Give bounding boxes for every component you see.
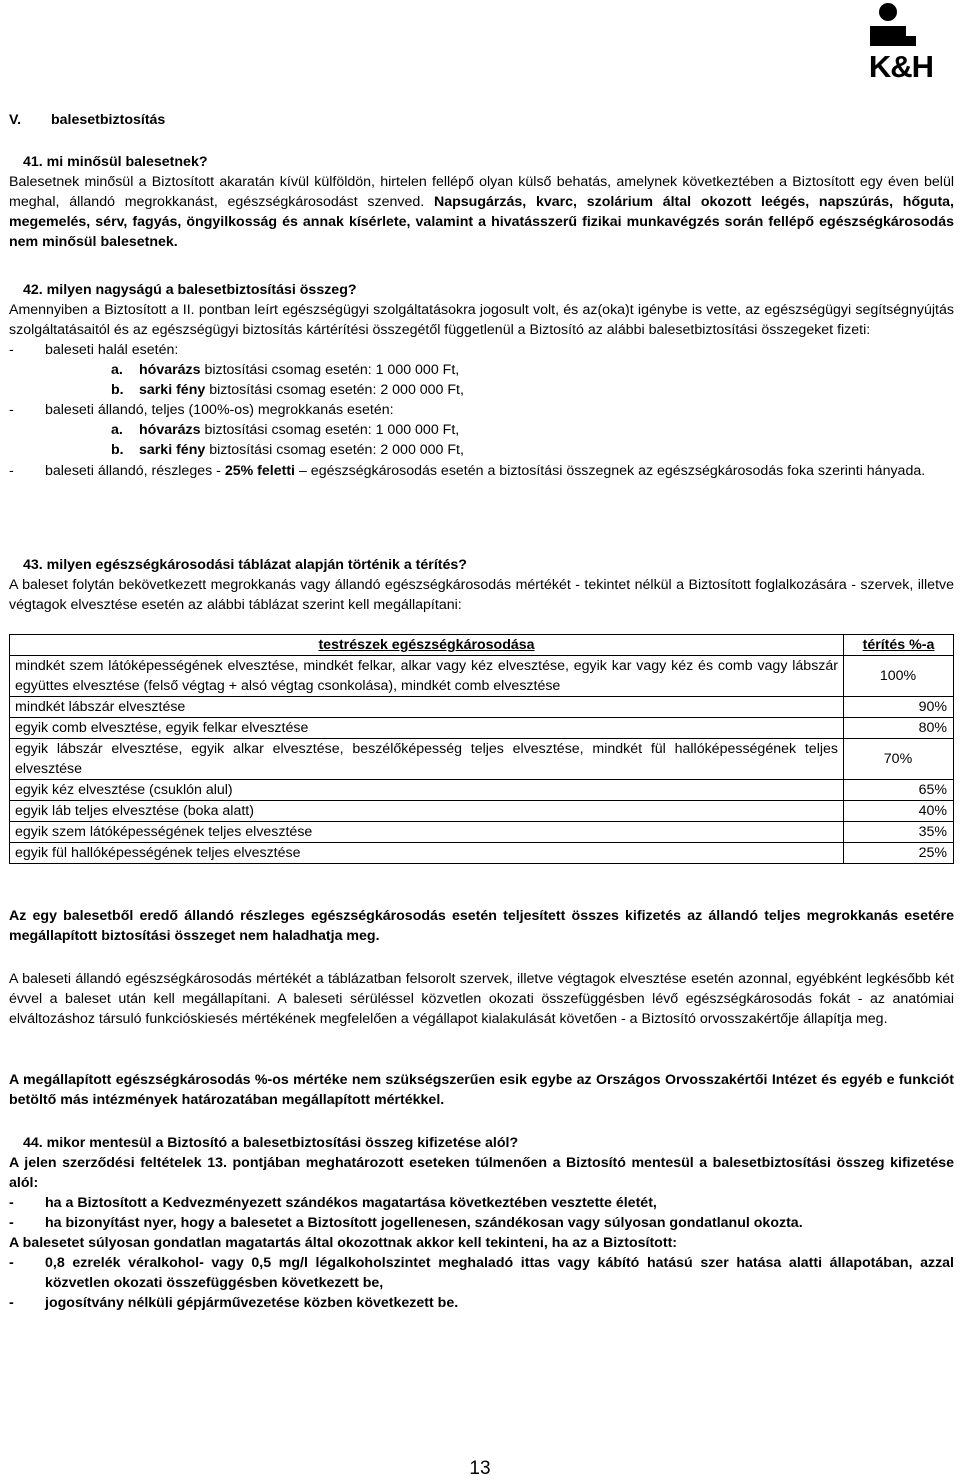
bold-note: A megállapított egészségkárosodás %-os mértéke nem szükségszerűen esik egybe az Országos Orvosszakértői Intézet és egyéb e funkciót betöltő más intézmények határozatában megállapított mértékkel. <box>9 1072 954 1108</box>
list-item <box>9 1293 954 1313</box>
table-row <box>10 780 954 801</box>
sub-key: b. <box>111 382 124 398</box>
q41-title: 41. mi minősül balesetnek? <box>23 154 208 170</box>
section-title: balesetbiztosítás <box>51 112 166 128</box>
dash: - <box>9 463 14 479</box>
sub-key: a. <box>111 422 123 438</box>
list-item-text: jogosítvány nélküli gépjárművezetése közben következett be. <box>45 1295 459 1311</box>
table-cell: egyik szem látóképességének teljes elvesztése <box>10 822 844 843</box>
sub-key: a. <box>111 362 123 378</box>
list-item-text: ha bizonyítást nyer, hogy a balesetet a Biztosított jogellenesen, szándékosan vagy súlyosan gondatlanul okozta. <box>45 1215 803 1231</box>
q44-text: A jelen szerződési feltételek 13. pontjában meghatározott eseteken túlmenően a Biztosító mentesül a balesetbiztosítási összeg kifizetése alól: <box>9 1155 954 1191</box>
list-item <box>9 1193 954 1213</box>
q42-intro-a: Amennyiben a Biztosított a II. <box>9 302 195 318</box>
sub-text: biztosítási csomag esetén: 2 000 000 Ft, <box>209 442 464 458</box>
table-row <box>10 656 954 697</box>
last-bold: 25% feletti <box>224 463 296 479</box>
table-row <box>10 697 954 718</box>
section-number: V. <box>9 112 22 128</box>
table-cell: mindkét lábszár elvesztése <box>10 697 844 718</box>
sub-key: b. <box>111 442 124 458</box>
bold-note: Az egy balesetből eredő állandó részleges egészségkárosodás esetén teljesített összes kifizetés az állandó teljes megrokkanás esetére megállapított biztosítási összeget nem haladhatja meg. <box>9 908 954 944</box>
table-cell: egyik kéz elvesztése (csuklón alul) <box>10 780 844 801</box>
damage-table-wrap <box>9 634 954 864</box>
q44-title: 44. mikor mentesül a Biztosító a balesetbiztosítási összeg kifizetése alól? <box>23 1135 519 1151</box>
page-number: 13 <box>469 1458 491 1479</box>
header-percent: térítés %-a <box>844 635 954 656</box>
dash: - <box>9 342 14 358</box>
sub-item <box>9 440 954 460</box>
package-name: sarki fény <box>139 442 206 458</box>
q44-block <box>9 1133 954 1313</box>
kh-logo <box>846 2 956 82</box>
table-cell: egyik fül hallóképességének teljes elvesztése <box>10 843 844 864</box>
table-cell: mindkét szem látóképességének elvesztése, mindkét felkar, alkar vagy kéz elvesztése, egyik kar vagy kéz és comb vagy lábszár együttes elvesztése (felső végtag + alsó végtag csonkolása), mindkét comb elvesztése <box>10 656 844 697</box>
q42-block <box>9 280 954 481</box>
package-name: hóvarázs <box>139 362 201 378</box>
sub-text: biztosítási csomag esetén: 1 000 000 Ft, <box>204 422 460 438</box>
q41-text <box>9 172 954 252</box>
list-item-text <box>45 461 954 481</box>
q44-text2: A balesetet súlyosan gondatlan magatartás által okozottnak akkor kell tekinteni, ha az a Biztosított: <box>9 1235 678 1251</box>
q43-bold1 <box>9 906 954 946</box>
q43-para <box>9 969 954 1029</box>
table-cell-percent: 100% <box>844 656 954 697</box>
table-cell-percent: 90% <box>844 697 954 718</box>
dash: - <box>9 1195 14 1211</box>
sub-item <box>9 380 954 400</box>
sub-item <box>9 360 954 380</box>
list-item-text: ha a Biztosított a Kedvezményezett szándékos magatartása következtében vesztette életét, <box>45 1195 657 1211</box>
table-cell-percent: 65% <box>844 780 954 801</box>
list-item <box>9 461 954 481</box>
table-row <box>10 843 954 864</box>
q41-plain: Balesetnek minősül a Biztosított akaratán kívül külföldön, hirtelen fellépő olyan külső behatás, amelynek következtében a Biztosított egy éven belül meghal, állandó megrokkanást, egészségkárosodást szenved. <box>9 174 954 210</box>
table-cell-percent: 40% <box>844 801 954 822</box>
list-item <box>9 340 954 360</box>
table-row <box>10 718 954 739</box>
q42-intro <box>9 300 954 340</box>
table-cell-percent: 25% <box>844 843 954 864</box>
table-cell: egyik lábszár elvesztése, egyik alkar elvesztése, beszélőképesség teljes elvesztése, mindkét fül hallóképességének teljes elvesztése <box>10 739 844 780</box>
q42-title: 42. milyen nagyságú a balesetbiztosítási összeg? <box>23 282 357 298</box>
table-cell-percent: 70% <box>844 739 954 780</box>
sub-item <box>9 420 954 440</box>
list-item <box>9 400 954 420</box>
list-item <box>9 1253 954 1293</box>
list-item-text: baleseti állandó, teljes (100%-os) megrokkanás esetén: <box>45 402 394 418</box>
dash: - <box>9 1295 14 1311</box>
last-post: – egészségkárosodás esetén a biztosítási összegnek az egészségkárosodás foka szerinti hányada. <box>298 463 926 479</box>
dash: - <box>9 1215 14 1231</box>
list-item-text: 0,8 ezrelék véralkohol- vagy 0,5 mg/l légalkoholszintet meghaladó ittas vagy kábító hatású szer hatása alatti állapotában, azzal közvetlen okozati összefüggésben következett be, <box>45 1255 954 1291</box>
damage-table <box>9 634 954 864</box>
q43-title: 43. milyen egészségkárosodási táblázat alapján történik a térítés? <box>23 557 467 573</box>
list-item-text: baleseti halál esetén: <box>45 342 179 358</box>
q41-bold: Napsugárzás, kvarc, szolárium által okozott leégés, napszúrás, hőguta, megemelés, sérv, fagyás, öngyilkosság és annak kísérlete, valamint a hivatásszerű fizikai munkavégzés során fellépő egészségkárosodás nem minősül balesetnek. <box>9 194 954 250</box>
logo-figure-icon <box>846 2 956 54</box>
section-heading <box>9 110 165 130</box>
header-body-part: testrészek egészségkárosodása <box>10 635 844 656</box>
paragraph: A baleseti állandó egészségkárosodás mértékét a táblázatban felsorolt szervek, illetve végtagok elvesztése esetén azonnal, egyébként legkésőbb két évvel a baleset után kell megállapítani. A baleseti sérüléssel közvetlen okozati összefüggésben lévő egészségkárosodás fokát - az anatómiai elváltozáshoz társuló funkcióskiesés mértékének megfelelően a végállapot kialakulását követően - a Biztosító orvosszakértője állapítja meg. <box>9 971 954 1027</box>
package-name: sarki fény <box>139 382 206 398</box>
last-pre: baleseti állandó, részleges - <box>45 463 221 479</box>
dash: - <box>9 402 14 418</box>
table-row <box>10 739 954 780</box>
sub-text: biztosítási csomag esetén: 2 000 000 Ft, <box>209 382 464 398</box>
sub-text: biztosítási csomag esetén: 1 000 000 Ft, <box>204 362 460 378</box>
dash: - <box>9 1255 14 1271</box>
table-header-row <box>10 635 954 656</box>
table-cell-percent: 35% <box>844 822 954 843</box>
list-item <box>9 1213 954 1233</box>
q43-block <box>9 555 954 615</box>
logo-text: K&H <box>868 49 934 84</box>
q43-bold2 <box>9 1070 954 1110</box>
table-cell: egyik láb teljes elvesztése (boka alatt) <box>10 801 844 822</box>
q41-block <box>9 152 954 252</box>
table-cell-percent: 80% <box>844 718 954 739</box>
q43-text: A baleset folytán bekövetkezett megrokkanás vagy állandó egészségkárosodás mértékét - tekintet nélkül a Biztosított foglalkozására - szervek, illetve végtagok elvesztése esetén az alábbi táblázat szerint kell megállapítani: <box>9 577 954 613</box>
package-name: hóvarázs <box>139 422 201 438</box>
table-cell: egyik comb elvesztése, egyik felkar elvesztése <box>10 718 844 739</box>
q42-intro-b: pontban leírt egészségügyi szolgáltatásokra jogosult volt, és az(oka)t igénybe is vette, az egészségügyi segítségnyújtás szolgáltatásaitól és az egészségügyi biztosítás kártérítési összegétől függetlenül a Biztosító az alábbi balesetbiztosítási összegeket fizeti: <box>9 302 954 338</box>
table-row <box>10 822 954 843</box>
table-row <box>10 801 954 822</box>
